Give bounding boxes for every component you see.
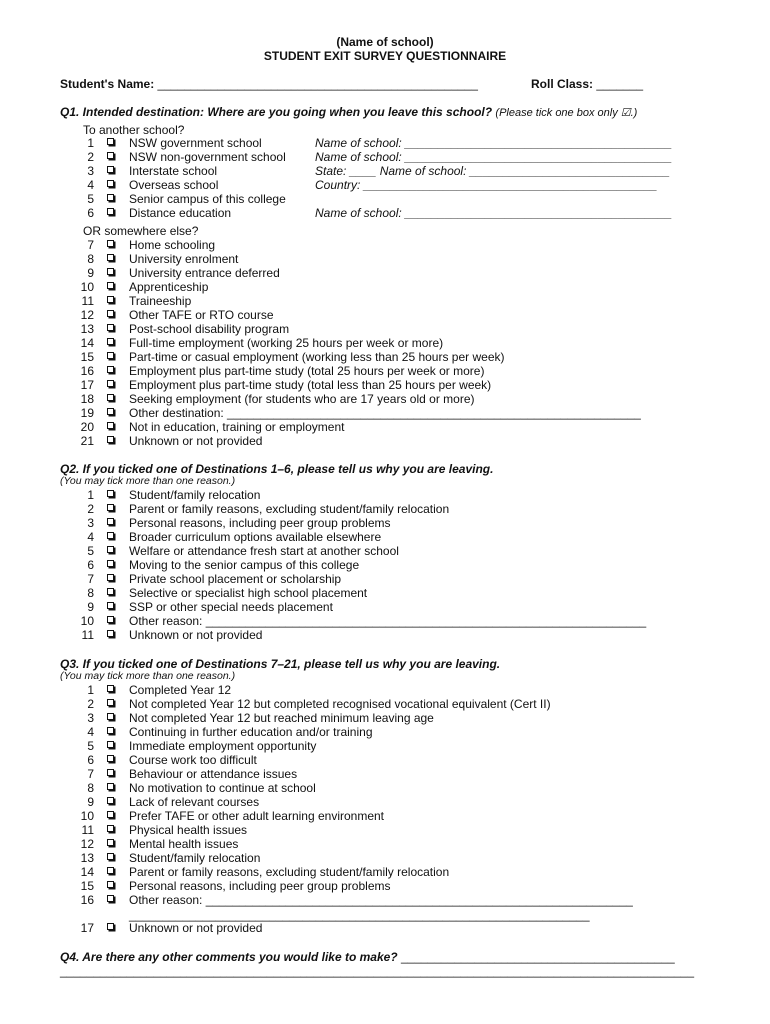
checkbox-icon[interactable] xyxy=(107,310,114,317)
q1-heading xyxy=(60,105,637,119)
option-number: 14 xyxy=(80,336,94,350)
checkbox-icon[interactable] xyxy=(107,366,114,373)
option-number: 3 xyxy=(87,164,94,178)
q1-detail-3[interactable]: State: ____ Name of school: ______________________________ xyxy=(315,164,670,178)
checkbox-icon[interactable] xyxy=(107,560,114,567)
option-label: Not in education, training or employment xyxy=(129,420,345,434)
student-name-label: Student's Name: xyxy=(60,77,155,91)
checkbox-icon[interactable] xyxy=(107,825,114,832)
option-label: Broader curriculum options available elsewhere xyxy=(129,530,382,544)
checkbox-icon[interactable] xyxy=(107,839,114,846)
q3-question: Q3. If you ticked one of Destinations 7–21, please tell us why you are leaving. xyxy=(60,657,501,671)
school-name-placeholder: (Name of school) xyxy=(336,35,434,49)
option-number: 5 xyxy=(87,544,94,558)
q4-question: Q4. Are there any other comments you would like to make? xyxy=(60,950,398,964)
checkbox-icon[interactable] xyxy=(107,853,114,860)
option-label: University enrolment xyxy=(129,252,239,266)
option-label: Other TAFE or RTO course xyxy=(129,308,274,322)
checkbox-icon[interactable] xyxy=(107,504,114,511)
option-label: University entrance deferred xyxy=(129,266,280,280)
option-number: 13 xyxy=(80,322,94,336)
option-number: 11 xyxy=(81,628,94,642)
checkbox-icon[interactable] xyxy=(107,811,114,818)
option-label: Interstate school xyxy=(129,164,218,178)
checkbox-icon[interactable] xyxy=(107,923,114,930)
checkbox-icon[interactable] xyxy=(107,208,114,215)
checkbox-icon[interactable] xyxy=(107,602,114,609)
option-label: No motivation to continue at school xyxy=(129,781,316,795)
checkbox-icon[interactable] xyxy=(107,797,114,804)
option-number: 1 xyxy=(87,683,94,697)
option-label: Personal reasons, including peer group problems xyxy=(129,516,391,530)
checkbox-icon[interactable] xyxy=(107,685,114,692)
checkbox-icon[interactable] xyxy=(107,394,114,401)
option-number: 16 xyxy=(80,893,94,907)
checkbox-icon[interactable] xyxy=(107,282,114,289)
option-number: 12 xyxy=(80,837,94,851)
checkbox-icon[interactable] xyxy=(107,867,114,874)
option-label: Unknown or not provided xyxy=(129,628,263,642)
option-number: 15 xyxy=(80,350,94,364)
option-number: 6 xyxy=(87,206,94,220)
option-number: 15 xyxy=(80,879,94,893)
option-number: 20 xyxy=(80,420,94,434)
checkbox-icon[interactable] xyxy=(107,152,114,159)
q2-question: Q2. If you ticked one of Destinations 1–6, please tell us why you are leaving. xyxy=(60,462,494,476)
checkbox-icon[interactable] xyxy=(107,138,114,145)
option-number: 4 xyxy=(87,178,94,192)
option-number: 3 xyxy=(87,711,94,725)
roll-class-label: Roll Class: xyxy=(531,77,594,91)
checkbox-icon[interactable] xyxy=(107,881,114,888)
option-label: Continuing in further education and/or training xyxy=(129,725,373,739)
checkbox-icon[interactable] xyxy=(107,727,114,734)
option-label: Home schooling xyxy=(129,238,216,252)
student-name-line[interactable]: ________________________________________________ xyxy=(157,77,478,91)
q4-line-2[interactable]: _______________________________________________________________________________________________ xyxy=(60,964,695,978)
option-label: Employment plus part-time study (total less than 25 hours per week) xyxy=(129,378,492,392)
option-label: Private school placement or scholarship xyxy=(129,572,342,586)
page-title: STUDENT EXIT SURVEY QUESTIONNAIRE xyxy=(263,49,507,63)
checkbox-icon[interactable] xyxy=(107,755,114,762)
option-label: Parent or family reasons, excluding student/family relocation xyxy=(129,865,450,879)
option-number: 6 xyxy=(87,558,94,572)
checkbox-icon[interactable] xyxy=(107,436,114,443)
checkbox-icon[interactable] xyxy=(107,616,114,623)
option-label: Course work too difficult xyxy=(129,753,257,767)
checkbox-icon[interactable] xyxy=(107,490,114,497)
q1-question: Q1. Intended destination: Where are you going when you leave this school? xyxy=(60,105,493,119)
option-number: 4 xyxy=(87,530,94,544)
option-label: NSW non-government school xyxy=(129,150,286,164)
option-number: 2 xyxy=(87,502,94,516)
option-label: SSP or other special needs placement xyxy=(129,600,333,614)
option-number: 9 xyxy=(87,266,94,280)
option-label: Student/family relocation xyxy=(129,851,261,865)
option-label: Distance education xyxy=(129,206,232,220)
option-label: Physical health issues xyxy=(129,823,248,837)
checkbox-icon[interactable] xyxy=(107,352,114,359)
option-label: Unknown or not provided xyxy=(129,434,263,448)
option-label: Full-time employment (working 25 hours per week or more) xyxy=(129,336,444,350)
q1-detail-4[interactable]: Country: ____________________________________________ xyxy=(315,178,658,192)
q3-hint: (You may tick more than one reason.) xyxy=(60,670,236,682)
checkbox-icon[interactable] xyxy=(107,769,114,776)
checkbox-icon[interactable] xyxy=(107,194,114,201)
checkbox-icon[interactable] xyxy=(107,518,114,525)
checkbox-icon[interactable] xyxy=(107,895,114,902)
option-label: Traineeship xyxy=(129,294,192,308)
option-number: 17 xyxy=(80,378,94,392)
option-number: 9 xyxy=(87,600,94,614)
q4-line-1[interactable]: _________________________________________ xyxy=(400,950,675,964)
q1-note: (Please tick one box only ☑.) xyxy=(495,107,638,119)
checkbox-icon[interactable] xyxy=(107,180,114,187)
checkbox-icon[interactable] xyxy=(107,532,114,539)
checkbox-icon[interactable] xyxy=(107,324,114,331)
option-number: 11 xyxy=(81,294,94,308)
option-number: 1 xyxy=(87,136,94,150)
option-number: 14 xyxy=(80,865,94,879)
checkbox-icon[interactable] xyxy=(107,588,114,595)
option-number: 19 xyxy=(80,406,94,420)
option-label: Student/family relocation xyxy=(129,488,261,502)
checkbox-icon[interactable] xyxy=(107,630,114,637)
option-number: 11 xyxy=(81,823,94,837)
option-label: Other reason: __________________________________________________________________ xyxy=(129,614,647,628)
option-label: Seeking employment (for students who are 17 years old or more) xyxy=(129,392,475,406)
option-label: Senior campus of this college xyxy=(129,192,286,206)
q1-detail-2[interactable]: Name of school: ________________________________________ xyxy=(315,150,672,164)
checkbox-icon[interactable] xyxy=(107,240,114,247)
option-number: 4 xyxy=(87,725,94,739)
option-label: Welfare or attendance fresh start at another school xyxy=(129,544,399,558)
q4-heading xyxy=(60,950,675,964)
option-number: 2 xyxy=(87,697,94,711)
checkbox-icon[interactable] xyxy=(107,408,114,415)
option-label: NSW government school xyxy=(129,136,262,150)
option-label: Not completed Year 12 but completed recognised vocational equivalent (Cert II) xyxy=(129,697,551,711)
q1-detail-6[interactable]: Name of school: ________________________________________ xyxy=(315,206,672,220)
option-number: 21 xyxy=(80,434,94,448)
checkbox-icon[interactable] xyxy=(107,699,114,706)
option-label: Moving to the senior campus of this college xyxy=(129,558,360,572)
option-number: 16 xyxy=(80,364,94,378)
option-number: 6 xyxy=(87,753,94,767)
checkbox-icon[interactable] xyxy=(107,574,114,581)
checkbox-icon[interactable] xyxy=(107,254,114,261)
checkbox-icon[interactable] xyxy=(107,713,114,720)
option-number: 10 xyxy=(80,280,94,294)
checkbox-icon[interactable] xyxy=(107,741,114,748)
option-label: Other reason: ________________________________________________________________ xyxy=(129,893,633,907)
checkbox-icon[interactable] xyxy=(107,166,114,173)
option-number: 8 xyxy=(87,781,94,795)
option-number: 7 xyxy=(87,767,94,781)
q1-group-school: To another school? xyxy=(83,123,185,137)
option-number: 7 xyxy=(87,238,94,252)
option-number: 9 xyxy=(87,795,94,809)
student-name-field[interactable] xyxy=(60,77,478,91)
q1-group-other: OR somewhere else? xyxy=(83,224,199,238)
option-number: 10 xyxy=(80,809,94,823)
option-label: Part-time or casual employment (working less than 25 hours per week) xyxy=(129,350,505,364)
option-number: 3 xyxy=(87,516,94,530)
option-number: 12 xyxy=(80,308,94,322)
checkbox-icon[interactable] xyxy=(107,268,114,275)
option-number: 7 xyxy=(87,572,94,586)
checkbox-icon[interactable] xyxy=(107,338,114,345)
option-label: Unknown or not provided xyxy=(129,921,263,935)
option-number: 13 xyxy=(80,851,94,865)
checkbox-icon[interactable] xyxy=(107,422,114,429)
option-label: Mental health issues xyxy=(129,837,239,851)
q3-other-reason-line-2[interactable]: _____________________________________________________________________ xyxy=(129,908,590,922)
checkbox-icon[interactable] xyxy=(107,296,114,303)
option-label: Parent or family reasons, excluding student/family relocation xyxy=(129,502,450,516)
option-number: 2 xyxy=(87,150,94,164)
checkbox-icon[interactable] xyxy=(107,380,114,387)
option-label: Not completed Year 12 but reached minimum leaving age xyxy=(129,711,434,725)
option-label: Selective or specialist high school placement xyxy=(129,586,368,600)
option-label: Behaviour or attendance issues xyxy=(129,767,298,781)
option-number: 8 xyxy=(87,252,94,266)
option-label: Apprenticeship xyxy=(129,280,209,294)
option-label: Employment plus part-time study (total 25 hours per week or more) xyxy=(129,364,485,378)
option-label: Completed Year 12 xyxy=(129,683,232,697)
checkbox-icon[interactable] xyxy=(107,546,114,553)
option-label: Post-school disability program xyxy=(129,322,290,336)
option-label: Overseas school xyxy=(129,178,219,192)
checkbox-icon[interactable] xyxy=(107,783,114,790)
option-number: 5 xyxy=(87,192,94,206)
option-number: 5 xyxy=(87,739,94,753)
q1-detail-1[interactable]: Name of school: ________________________________________ xyxy=(315,136,672,150)
option-number: 1 xyxy=(87,488,94,502)
option-label: Prefer TAFE or other adult learning environment xyxy=(129,809,385,823)
option-number: 8 xyxy=(87,586,94,600)
option-number: 18 xyxy=(80,392,94,406)
roll-class-line[interactable]: _______ xyxy=(596,77,644,91)
option-label: Lack of relevant courses xyxy=(129,795,260,809)
option-label: Other destination: ______________________________________________________________ xyxy=(129,406,641,420)
q2-hint: (You may tick more than one reason.) xyxy=(60,475,236,487)
option-number: 17 xyxy=(80,921,94,935)
option-label: Personal reasons, including peer group problems xyxy=(129,879,391,893)
option-label: Immediate employment opportunity xyxy=(129,739,317,753)
option-number: 10 xyxy=(80,614,94,628)
roll-class-field[interactable] xyxy=(531,77,643,91)
